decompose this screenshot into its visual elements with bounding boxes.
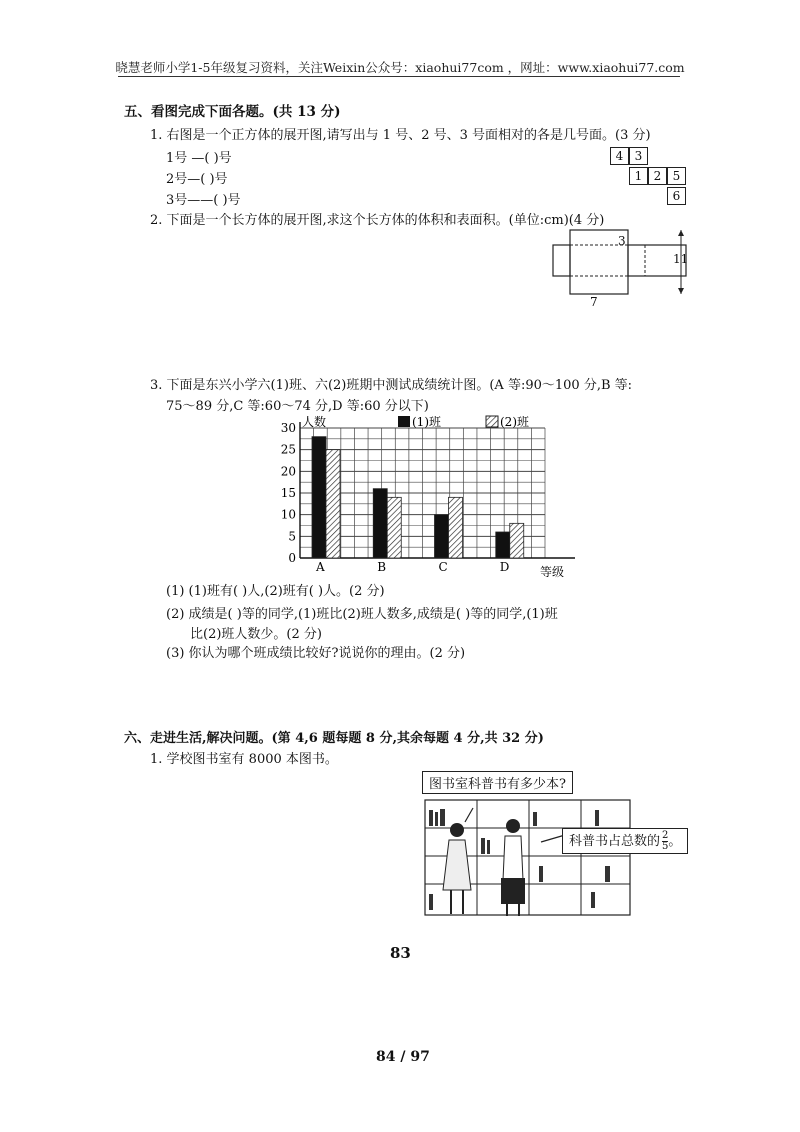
net-cell-2: 2 (648, 167, 667, 185)
legend-swatch-2 (486, 416, 498, 427)
bar-D-series2 (510, 523, 524, 558)
header-rule (118, 76, 680, 77)
y-tick-label: 20 (280, 464, 296, 479)
dim-right: 11 (673, 252, 689, 266)
section6-title: 六、走进生活,解决问题。(第 4,6 题每题 8 分,其余每题 4 分,共 32 分) (124, 731, 544, 746)
speech-bubble-question: 图书室科普书有多少本? (422, 771, 573, 794)
bar-D-series1 (496, 532, 510, 558)
library-illustration (415, 790, 645, 930)
q1-line-2: 2号—( )号 (166, 172, 228, 187)
s6-q1-text: 1. 学校图书室有 8000 本图书。 (150, 752, 338, 767)
fraction-numerator: 2 (662, 830, 669, 841)
chart-y-ticks (281, 421, 296, 565)
q3-sub3: (3) 你认为哪个班成绩比较好?说说你的理由。(2 分) (166, 646, 466, 661)
bar-C-series1 (435, 515, 449, 558)
y-tick-label: 10 (280, 507, 296, 522)
q1-text: 1. 右图是一个正方体的展开图,请写出与 1 号、2 号、3 号面相对的各是几号面。(3 分) (150, 128, 651, 143)
q2-text: 2. 下面是一个长方体的展开图,求这个长方体的体积和表面积。(单位:cm)(4 分) (150, 213, 605, 228)
grade-bar-chart (270, 410, 590, 580)
bar-C-series2 (449, 497, 463, 558)
legend-swatch-1 (398, 416, 410, 427)
legend-label-2: (2)班 (500, 415, 529, 429)
legend-label-1: (1)班 (412, 415, 441, 429)
dim-top: 3 (618, 234, 626, 248)
x-tick-label: C (438, 560, 448, 574)
x-tick-label: A (316, 560, 325, 574)
dim-bottom: 7 (590, 295, 598, 309)
section5-title: 五、看图完成下面各题。(共 13 分) (124, 104, 341, 120)
footer-page-indicator: 84 / 97 (376, 1049, 430, 1065)
q1-line-1: 1号 —( )号 (166, 151, 232, 166)
fraction-denominator: 5 (662, 841, 669, 852)
q1-line-3: 3号——( )号 (166, 193, 241, 208)
bar-A-series2 (326, 450, 340, 558)
net-cell-3: 3 (629, 147, 648, 165)
bubble-prefix: 科普书占总数的 (569, 834, 661, 849)
bar-A-series1 (312, 437, 326, 558)
q3-text-line2: 75～89 分,C 等:60～74 分,D 等:60 分以下) (166, 399, 429, 414)
y-tick-label: 30 (280, 421, 296, 435)
x-tick-label: B (377, 560, 387, 574)
chart-bars (312, 437, 524, 558)
q3-sub2-line2: 比(2)班人数少。(2 分) (190, 627, 322, 642)
y-tick-label: 5 (288, 529, 296, 544)
net-cell-6: 6 (667, 187, 686, 205)
chart-x-label: 等级 (540, 565, 565, 579)
q3-text-line1: 3. 下面是东兴小学六(1)班、六(2)班期中测试成绩统计图。(A 等:90～100 分,B 等: (150, 378, 633, 393)
q3-sub1: (1) (1)班有( )人,(2)班有( )人。(2 分) (166, 584, 385, 599)
page-number: 83 (390, 944, 411, 962)
net-cell-4: 4 (610, 147, 629, 165)
y-tick-label: 15 (280, 486, 296, 500)
y-tick-label: 25 (280, 442, 296, 457)
x-tick-label: D (499, 560, 510, 574)
speech-bubble-fraction: 科普书占总数的 $\frac{2}{5}$ 。 (562, 828, 688, 854)
page-header: 晓慧老师小学1-5年级复习资料，关注Weixin公众号：xiaohui77com ，网址：www.xiaohui77.com (115, 60, 685, 75)
y-tick-label: 0 (288, 551, 296, 565)
chart-x-ticks (315, 560, 509, 574)
net-cell-1: 1 (629, 167, 648, 185)
q3-sub2-line1: (2) 成绩是( )等的同学,(1)班比(2)班人数多,成绩是( )等的同学,(1)班 (166, 607, 558, 622)
bar-B-series2 (387, 497, 401, 558)
net-cell-5: 5 (667, 167, 686, 185)
bar-B-series1 (373, 489, 387, 558)
chart-y-label: 人数 (302, 415, 327, 429)
